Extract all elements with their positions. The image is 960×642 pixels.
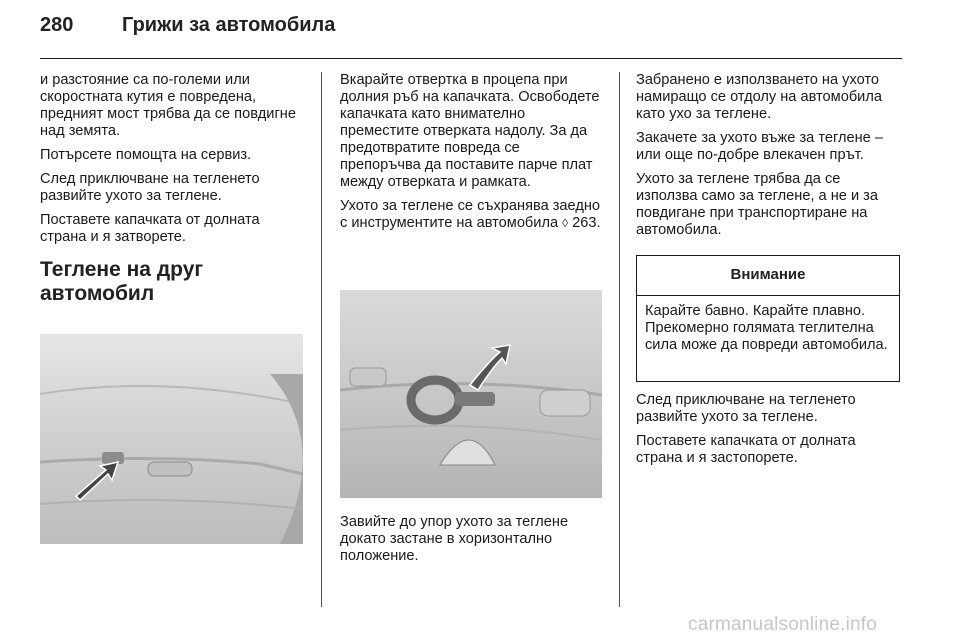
photo-caption-block <box>340 514 602 572</box>
paragraph: Забранено е използването на ухото намиращо се отдолу на автомобила като ухо за теглене. <box>636 72 882 122</box>
warning-title: Внимание <box>637 256 899 296</box>
paragraph: Ухото за теглене трябва да се използва само за теглене, а не и за повдигане при транспортиране на автомобила. <box>636 171 878 238</box>
towing-eye-illustration <box>340 290 602 498</box>
column-right <box>636 72 902 246</box>
reference-page: 263. <box>572 215 601 231</box>
paragraph: Вкарайте отвертка в процепа при долния ръб на капачката. Освободете капачката като внимателно преместите отверката надолу. За да предотвратите повреда се препоръчва да поставите парче плат между отверката и рамката. <box>340 72 600 190</box>
column-divider <box>321 72 322 607</box>
paragraph: След приключване на тегленето развийте ухото за теглене. <box>40 171 260 204</box>
reference-text: Ухото за теглене се съхранява заедно с инструментите на автомобила <box>340 198 601 231</box>
paragraph: Закачете за ухото въже за теглене – или още по-добре влекачен прът. <box>636 130 883 163</box>
section-title: Грижи за автомобила <box>122 14 336 36</box>
paragraph: и разстояние са по-големи или скоростната кутия е повредена, предният мост трябва да се повдигне над земята. <box>40 72 296 139</box>
subsection-heading: Теглене на друг автомобил <box>40 258 204 305</box>
page-reference-icon: ◊ <box>562 216 569 230</box>
paragraph <box>340 198 602 232</box>
column-divider <box>619 72 620 607</box>
column-middle <box>340 72 602 239</box>
column-left <box>40 72 304 306</box>
warning-text: Карайте бавно. Карайте плавно. Прекомерно голямата теглителна сила може да повреди автомобила. <box>645 303 888 353</box>
photo-caption: Завийте до упор ухото за теглене докато застане в хоризонтално положение. <box>340 514 569 564</box>
warning-box <box>636 255 900 382</box>
paragraph: Потърсете помощта на сервиз. <box>40 147 252 163</box>
paragraph: Поставете капачката от долната страна и я затворете. <box>40 212 260 245</box>
header-rule <box>40 58 902 59</box>
rear-bumper-illustration <box>40 334 303 544</box>
page-number: 280 <box>40 14 74 36</box>
paragraph: След приключване на тегленето развийте ухото за теглене. <box>636 392 856 425</box>
column-right-continued <box>636 392 902 474</box>
paragraph: Поставете капачката от долната страна и я застопорете. <box>636 433 856 466</box>
watermark: carmanualsonline.info <box>688 614 878 635</box>
